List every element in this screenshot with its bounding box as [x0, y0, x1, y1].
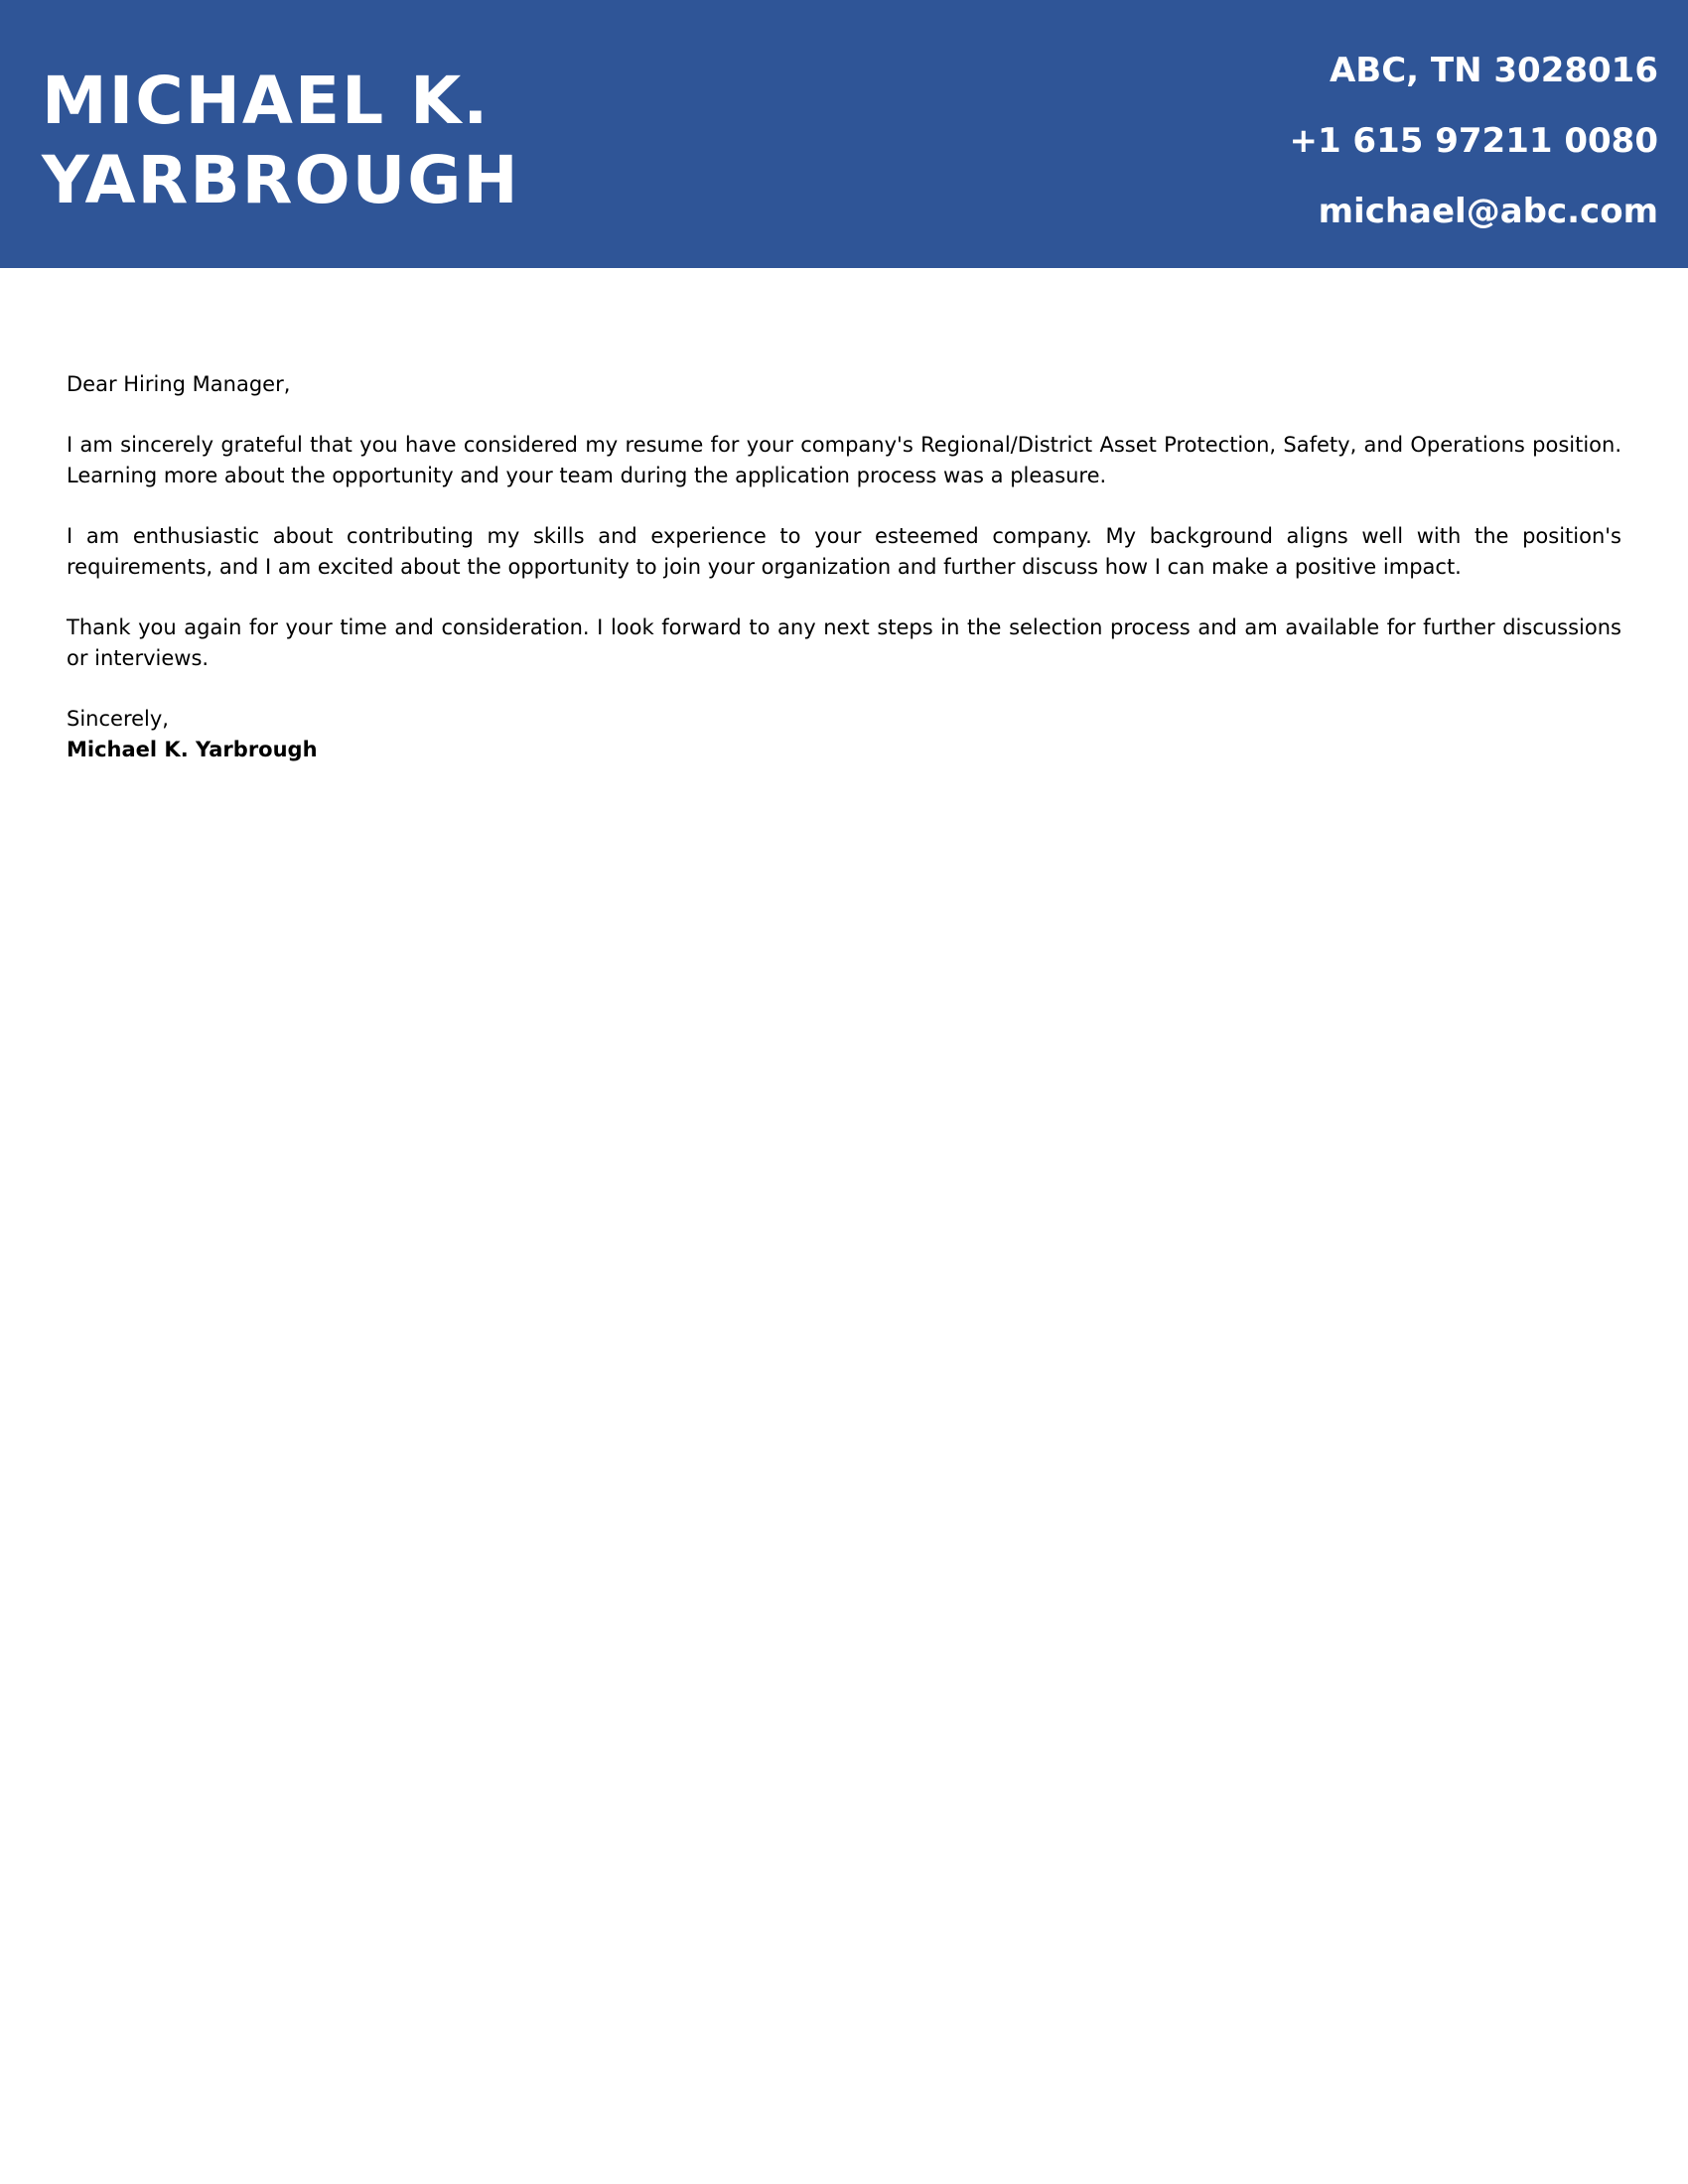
header-banner	[0, 0, 1688, 268]
paragraph-3: Thank you again for your time and consideration. I look forward to any next steps in the selection process and am available for further discussions or interviews.	[67, 615, 1621, 670]
salutation: Dear Hiring Manager,	[67, 372, 291, 396]
closing: Sincerely,	[67, 707, 169, 731]
contact-address: ABC, TN 3028016	[1329, 51, 1658, 90]
name-line-1: MICHAEL K.	[42, 63, 491, 139]
paragraph-1: I am sincerely grateful that you have considered my resume for your company's Regional/District Asset Protection, Safety, and Operations position. Learning more about the opportunity and your team during the application process was a pleasure.	[67, 433, 1621, 487]
signature: Michael K. Yarbrough	[67, 738, 318, 761]
contact-email: michael@abc.com	[1318, 192, 1658, 231]
name-line-2: YARBROUGH	[42, 142, 520, 218]
closing-block	[67, 704, 1621, 765]
contact-phone: +1 615 97211 0080	[1289, 121, 1658, 161]
paragraph-2: I am enthusiastic about contributing my skills and experience to your esteemed company. My background aligns well with the position's requirements, and I am excited about the opportunity to join your organization and further discuss how I can make a positive impact.	[67, 524, 1621, 579]
contact-info	[1289, 36, 1658, 247]
applicant-name	[42, 62, 935, 220]
letter-body	[67, 369, 1621, 765]
